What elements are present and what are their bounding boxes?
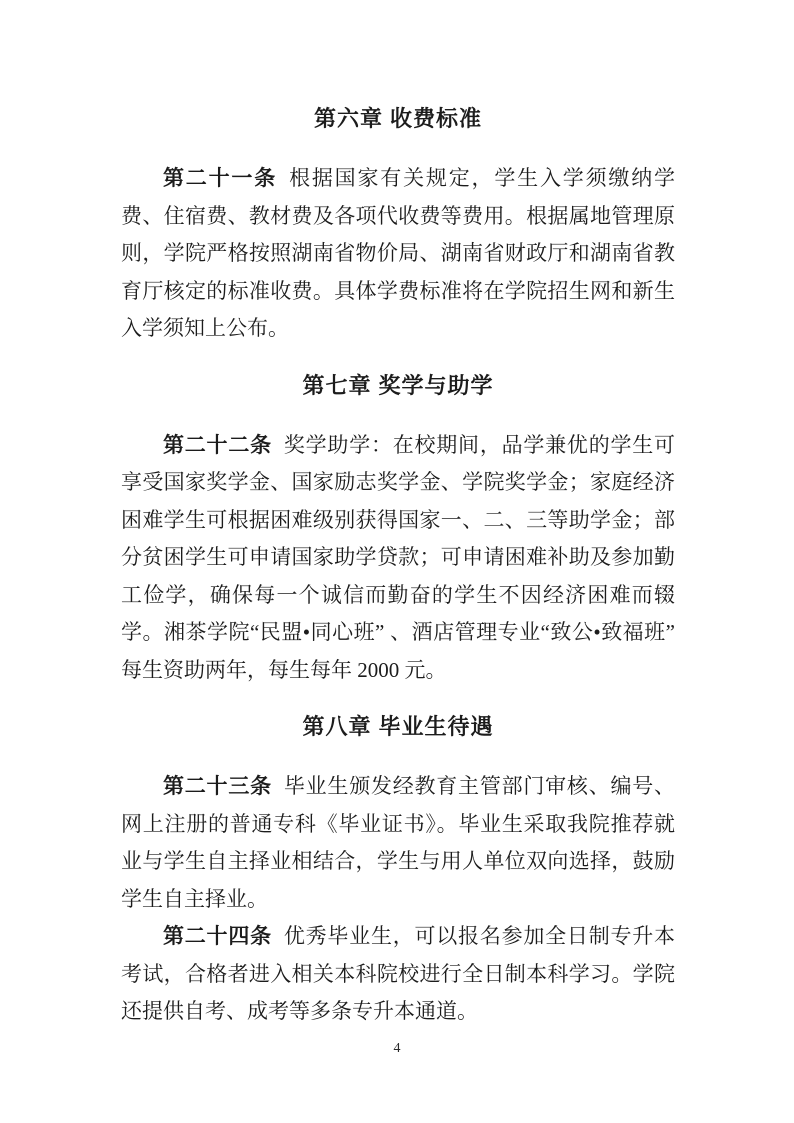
article-22-text: 奖学助学：在校期间，品学兼优的学生可享受国家奖学金、国家励志奖学金、学院奖学金；家庭经济困难学生可根据困难级别获得国家一、二、三等助学金；部分贫困学生可申请国家助学贷款；可申请困难补助及参加勤工俭学，确保每一个诚信而勤奋的学生不因经济困难而辍学。湘茶学院“民盟•同心班” 、酒店管理专业“致公•致福班”每生资助两年，每生每年 2000 元。 xyxy=(121,432,676,682)
chapter-6-section xyxy=(121,101,675,348)
article-24-text: 优秀毕业生，可以报名参加全日制专升本考试，合格者进入相关本科院校进行全日制本科学习。学院还提供自考、成考等多条专升本通道。 xyxy=(121,924,676,1023)
article-23-paragraph xyxy=(121,768,675,918)
chapter-8-heading: 第八章 毕业生待遇 xyxy=(302,714,494,739)
article-21-text: 根据国家有关规定，学生入学须缴纳学费、住宿费、教材费及各项代收费等费用。根据属地管理原则，学院严格按照湖南省物价局、湖南省财政厅和湖南省教育厅核定的标准收费。具体学费标准将在学院招生网和新生入学须知上公布。 xyxy=(121,166,676,340)
article-22-label: 第二十二条 xyxy=(163,432,272,457)
page-number: 4 xyxy=(393,1041,401,1056)
chapter-7-section xyxy=(121,368,675,690)
article-22-paragraph xyxy=(121,427,675,690)
article-21-label: 第二十一条 xyxy=(163,166,278,190)
chapter-7-heading: 第七章 奖学与助学 xyxy=(302,372,494,398)
article-23-text: 毕业生颁发经教育主管部门审核、编号、网上注册的普通专科《毕业证书》。毕业生采取我院推荐就业与学生自主择业相结合，学生与用人单位双向选择，鼓励学生自主择业。 xyxy=(121,774,676,911)
article-24-paragraph xyxy=(121,918,675,1031)
article-23-label: 第二十三条 xyxy=(163,774,272,798)
article-24-label: 第二十四条 xyxy=(163,924,272,948)
article-21-paragraph xyxy=(121,160,675,348)
chapter-8-section xyxy=(121,709,675,1031)
chapter-6-heading: 第六章 收费标准 xyxy=(313,106,483,131)
